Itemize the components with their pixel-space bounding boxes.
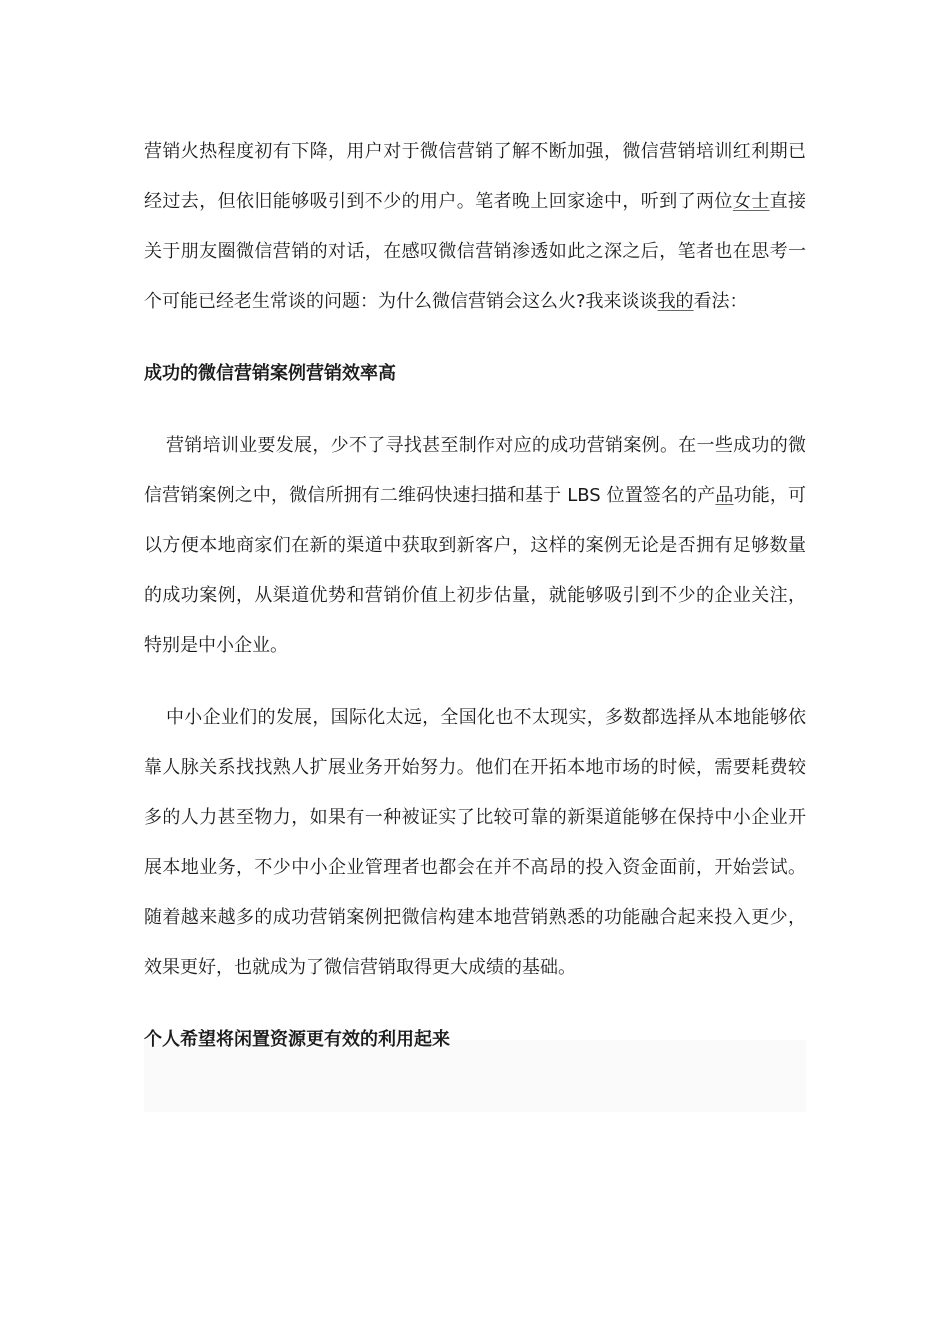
paragraph-intro (144, 127, 806, 327)
paragraph-intro-text-2: 直接关于朋友圈微信营销的对话，在感叹微信营销渗透如此之深之后，笔者也在思考一个可能已经老生常谈的问题：为什么微信营销会这么火?我来谈谈 (144, 191, 807, 312)
link-product[interactable]: 品 (715, 485, 734, 506)
link-ladies[interactable]: 女士 (732, 191, 770, 212)
paragraph-smb: 中小企业们的发展，国际化太远，全国化也不太现实，多数都选择从本地能够依靠人脉关系找找熟人扩展业务开始努力。他们在开拓本地市场的时候，需要耗费较多的人力甚至物力，如果有一种被证实了比较可靠的新渠道能够在保持中小企业开展本地业务，不少中小企业管理者也都会在并不高昂的投入资金面前，开始尝试。随着越来越多的成功营销案例把微信构建本地营销熟悉的功能融合起来投入更少，效果更好，也就成为了微信营销取得更大成绩的基础。 (144, 707, 806, 978)
paragraph-intro-text-1: 营销火热程度初有下降，用户对于微信营销了解不断加强，微信营销培训红利期已经过去，但依旧能够吸引到不少的用户。笔者晚上回家途中，听到了两位 (144, 141, 806, 212)
section-heading-2: 个人希望将闲置资源更有效的利用起来 (144, 1029, 450, 1050)
document-body (144, 127, 806, 1065)
paragraph-case-study (144, 421, 806, 671)
link-my[interactable]: 我的 (657, 291, 694, 312)
paragraph-case-study-text-1: 营销培训业要发展，少不了寻找甚至制作对应的成功营销案例。在一些成功的微信营销案例之中，微信所拥有二维码快速扫描和基于 LBS 位置签名的产 (144, 435, 806, 506)
paragraph-case-study-text-2: 功能，可以方便本地商家们在新的渠道中获取到新客户，这样的案例无论是否拥有足够数量的成功案例，从渠道优势和营销价值上初步估量，就能够吸引到不少的企业关注，特别是中小企业。 (144, 485, 807, 656)
section-heading-1: 成功的微信营销案例营销效率高 (144, 363, 396, 384)
paragraph-intro-text-3: 看法： (693, 291, 748, 312)
